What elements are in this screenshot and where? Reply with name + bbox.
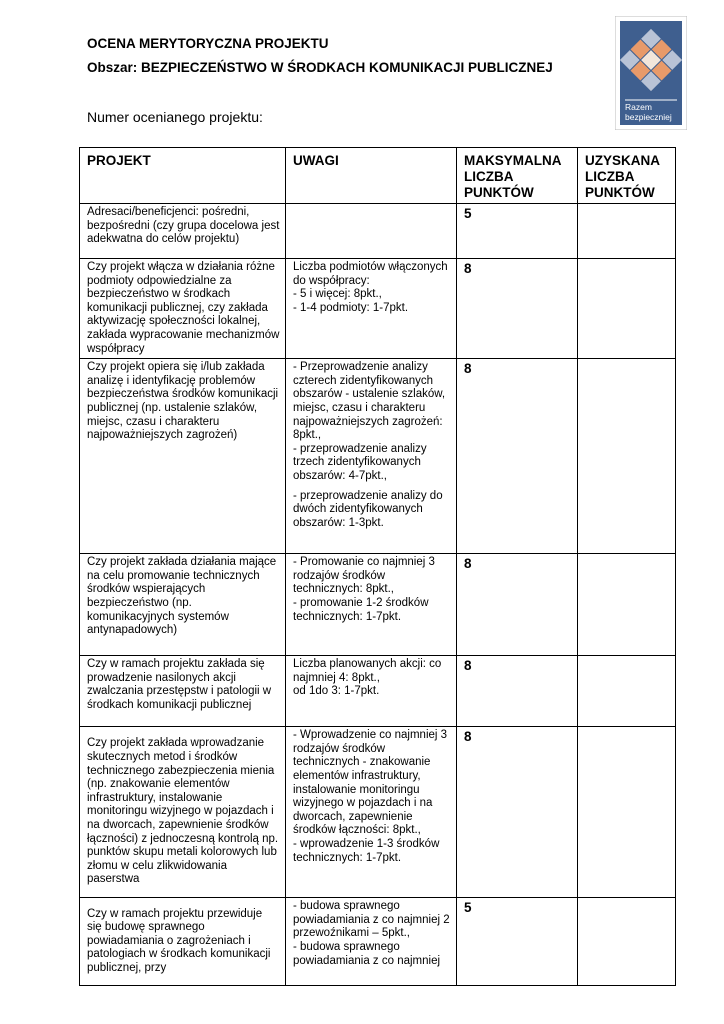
evaluation-table bbox=[79, 147, 676, 986]
page-title: OCENA MERYTORYCZNA PROJEKTU bbox=[87, 36, 329, 51]
row-max-points: 5 bbox=[457, 204, 578, 259]
table-header-row bbox=[80, 148, 676, 204]
header-max-points: MAKSYMALNA LICZBA PUNKTÓW bbox=[457, 148, 578, 204]
row-earned-points[interactable] bbox=[578, 898, 676, 986]
row-notes bbox=[286, 898, 457, 986]
project-number-label: Numer ocenianego projektu: bbox=[87, 109, 263, 125]
row-project-text: Czy projekt włącza w działania różne podmioty odpowiedzialne za bezpieczeństwo w środkach komunikacji publicznej, czy zakłada aktywizację społeczności lokalnej, zakłada wypracowanie mechanizmów współpracy bbox=[80, 259, 286, 359]
row-max-points: 5 bbox=[457, 898, 578, 986]
row-max-points: 8 bbox=[457, 259, 578, 359]
row-notes bbox=[286, 656, 457, 727]
row-notes-text: - budowa sprawnego powiadamiania z co najmniej 2 przewoźnikami – 5pkt., - budowa sprawnego powiadamiania z co najmniej bbox=[293, 900, 450, 967]
row-max-points: 8 bbox=[457, 656, 578, 727]
razem-bezpieczniej-logo bbox=[615, 16, 687, 130]
table-row bbox=[80, 554, 676, 656]
logo-text-2: bezpieczniej bbox=[625, 112, 672, 122]
row-notes bbox=[286, 359, 457, 554]
row-earned-points[interactable] bbox=[578, 259, 676, 359]
row-max-points: 8 bbox=[457, 727, 578, 898]
logo-text-1: Razem bbox=[625, 102, 652, 112]
header-project: PROJEKT bbox=[80, 148, 286, 204]
header-notes: UWAGI bbox=[286, 148, 457, 204]
header-earned-points: UZYSKANA LICZBA PUNKTÓW bbox=[578, 148, 676, 204]
row-notes-text: - Przeprowadzenie analizy czterech zidentyfikowanych obszarów - ustalenie szlaków, miejsc, czasu i charakteru najpoważniejszych zagrożeń: 8pkt., - przeprowadzenie analizy trzech zidentyfikowanych obszarów: 4-7pkt., bbox=[293, 361, 446, 482]
area-subtitle: Obszar: BEZPIECZEŃSTWO W ŚRODKACH KOMUNIKACJI PUBLICZNEJ bbox=[87, 60, 553, 75]
row-project-text: Czy projekt zakłada działania mające na celu promowanie technicznych środków wspierających bezpieczeństwo (np. komunikacyjnych systemów antynapadowych) bbox=[80, 554, 286, 656]
row-notes bbox=[286, 204, 457, 259]
logo-graphic bbox=[615, 16, 687, 130]
row-project-text: Czy projekt opiera się i/lub zakłada analizę i identyfikację problemów bezpieczeństwa środków komunikacji publicznej (np. ustalenie szlaków, miejsc, czasu i charakteru najpoważniejszych zagrożeń) bbox=[80, 359, 286, 554]
table-row bbox=[80, 656, 676, 727]
row-notes-text: Liczba planowanych akcji: co najmniej 4: 8pkt., od 1do 3: 1-7pkt. bbox=[293, 658, 442, 698]
row-notes bbox=[286, 259, 457, 359]
table-row bbox=[80, 359, 676, 554]
row-notes-extra: - przeprowadzenie analizy do dwóch zidentyfikowanych obszarów: 1-3pkt. bbox=[293, 489, 443, 529]
row-notes-text: - Promowanie co najmniej 3 rodzajów środków technicznych: 8pkt., - promowanie 1-2 środków technicznych: 1-7pkt. bbox=[293, 556, 435, 623]
row-earned-points[interactable] bbox=[578, 204, 676, 259]
row-max-points: 8 bbox=[457, 554, 578, 656]
table-row bbox=[80, 204, 676, 259]
row-notes bbox=[286, 727, 457, 898]
row-project-text: Czy w ramach projektu zakłada się prowadzenie nasilonych akcji zwalczania przestępstw i patologii w środkach komunikacji publicznej bbox=[80, 656, 286, 727]
row-project-text: Adresaci/beneficjenci: pośredni, bezpośredni (czy grupa docelowa jest adekwatna do celów projektu) bbox=[80, 204, 286, 259]
row-project-text: Czy w ramach projektu przewiduje się budowę sprawnego powiadamiania o zagrożeniach i patologiach w środkach komunikacji publicznej, przy bbox=[80, 898, 286, 986]
table-row bbox=[80, 259, 676, 359]
row-earned-points[interactable] bbox=[578, 554, 676, 656]
row-earned-points[interactable] bbox=[578, 656, 676, 727]
row-project-text: Czy projekt zakłada wprowadzanie skutecznych metod i środków technicznego zabezpieczenia mienia (np. znakowanie elementów infrastruktury, instalowanie monitoringu wizyjnego w pojazdach i na dworcach, zapewnienie środków łączności) z jednoczesną kontrolą np. punktów skupu metali kolorowych lub złomu w celu zlikwidowania paserstwa bbox=[80, 727, 286, 898]
row-earned-points[interactable] bbox=[578, 727, 676, 898]
table-row bbox=[80, 898, 676, 986]
row-notes bbox=[286, 554, 457, 656]
table-row bbox=[80, 727, 676, 898]
row-notes-text: Liczba podmiotów włączonych do współpracy: - 5 i więcej: 8pkt., - 1-4 podmioty: 1-7pkt. bbox=[293, 261, 448, 314]
row-notes-text: - Wprowadzenie co najmniej 3 rodzajów środków technicznych - znakowanie elementów infrastruktury, instalowanie monitoringu wizyjnego w pojazdach i na dworcach, zapewnienie środków łączności: 8pkt., - wprowadzenie 1-3 środków technicznych: 1-7pkt. bbox=[293, 729, 448, 864]
row-earned-points[interactable] bbox=[578, 359, 676, 554]
row-max-points: 8 bbox=[457, 359, 578, 554]
